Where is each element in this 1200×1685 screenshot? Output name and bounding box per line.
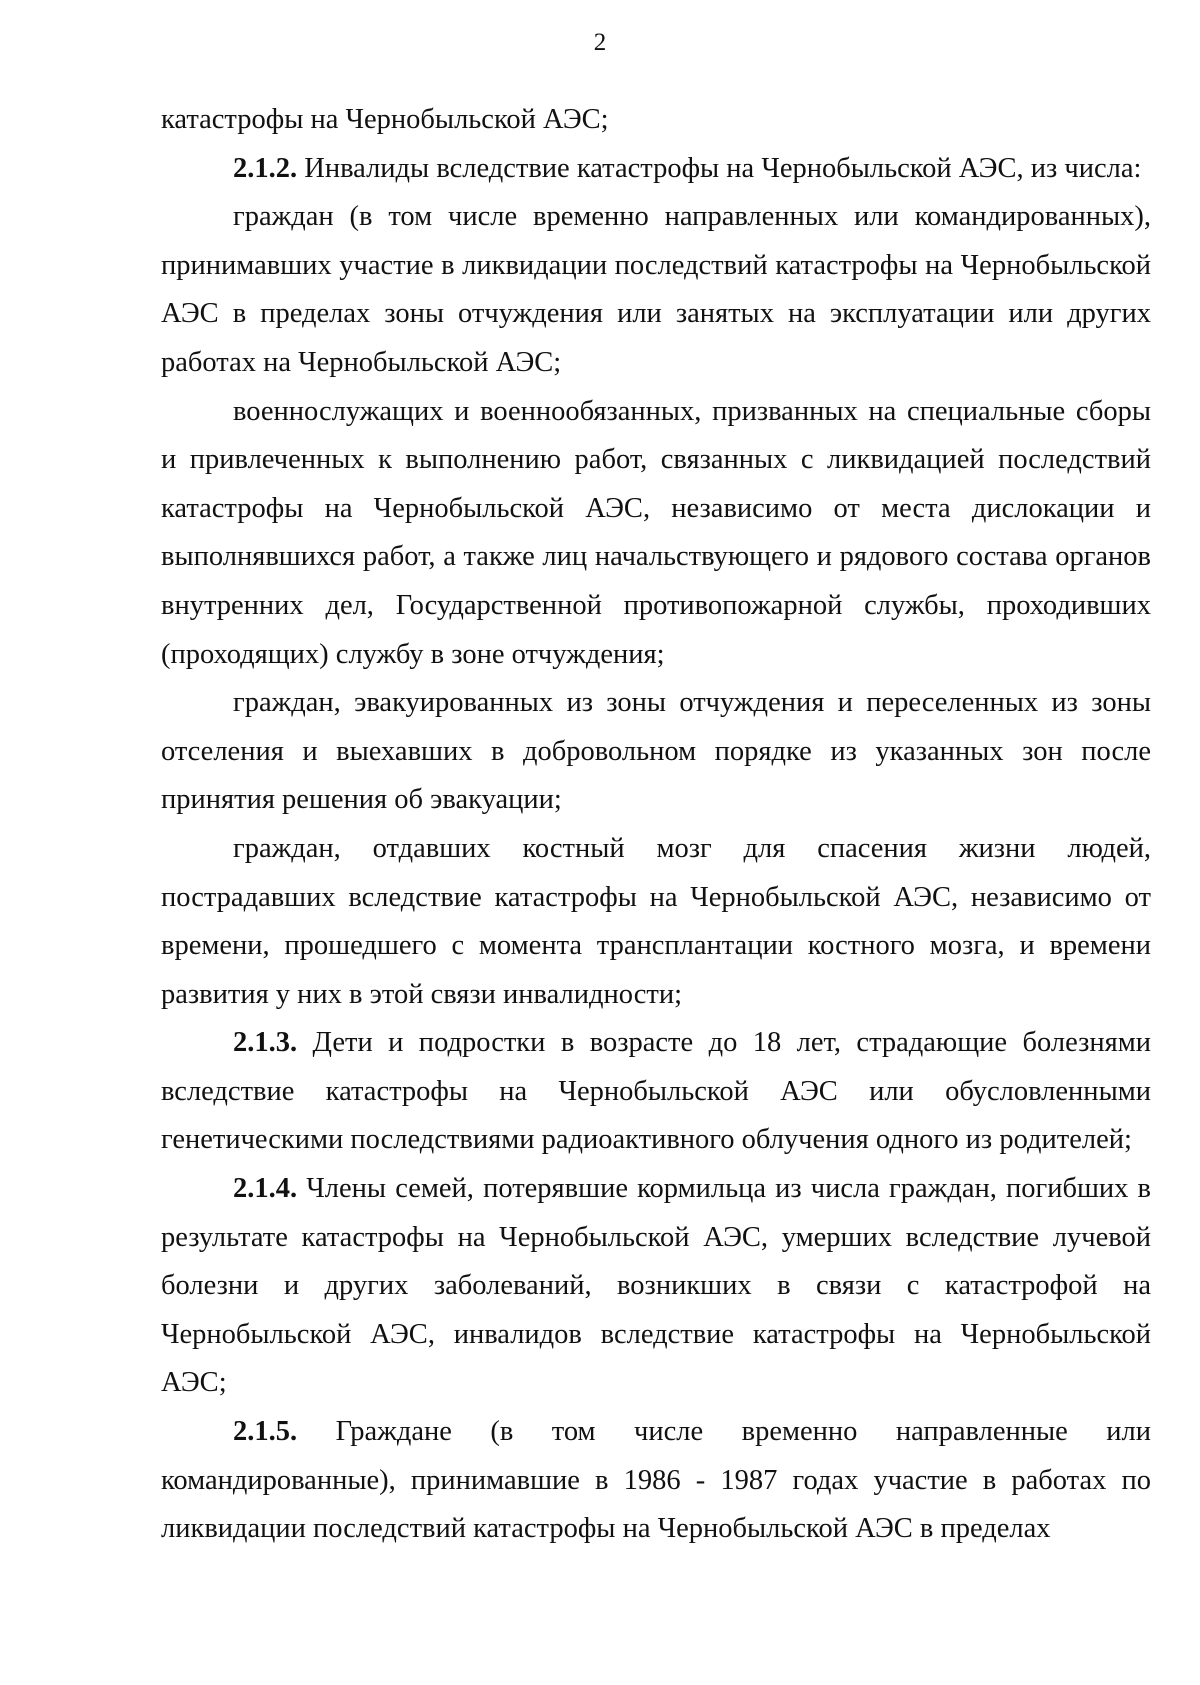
paragraph-text: катастрофы на Чернобыльской АЭС; xyxy=(161,104,609,135)
document-body xyxy=(161,96,1151,1554)
paragraph xyxy=(161,679,1151,825)
paragraph xyxy=(161,1408,1151,1554)
paragraph xyxy=(161,825,1151,1019)
paragraph-text: граждан, отдавших костный мозг для спасения жизни людей, пострадавших вследствие катастрофы на Чернобыльской АЭС, независимо от времени, прошедшего с момента трансплантации костного мозга, и времени развития у них в этой связи инвалидности; xyxy=(161,832,1151,1010)
paragraph xyxy=(161,145,1151,194)
clause-number: 2.1.5. xyxy=(233,1416,298,1448)
clause-number: 2.1.2. xyxy=(233,152,298,184)
paragraph-text: Дети и подростки в возрасте до 18 лет, страдающие болезнями вследствие катастрофы на Чернобыльской АЭС или обусловленными генетическими последствиями радиоактивного облучения одного из родителей; xyxy=(161,1027,1151,1156)
paragraph-text: граждан (в том числе временно направленных или командированных), принимавших участие в ликвидации последствий катастрофы на Чернобыльской АЭС в пределах зоны отчуждения или занятых на эксплуатации или других работах на Чернобыльской АЭС; xyxy=(161,201,1151,378)
paragraph-text: Члены семей, потерявшие кормильца из числа граждан, погибших в результате катастрофы на Чернобыльской АЭС, умерших вследствие лучевой болезни и других заболеваний, возникших в связи с катастрофой на Чернобыльской АЭС, инвалидов вследствие катастрофы на Чернобыльской АЭС; xyxy=(161,1173,1151,1399)
paragraph-text: граждан, эвакуированных из зоны отчуждения и переселенных из зоны отселения и выехавших в добровольном порядке из указанных зон после принятия решения об эвакуации; xyxy=(161,687,1151,816)
paragraph-text: военнослужащих и военнообязанных, призванных на специальные сборы и привлеченных к выполнению работ, связанных с ликвидацией последствий катастрофы на Чернобыльской АЭС, независимо от места дислокации и выполнявшихся работ, а также лиц начальствующего и рядового состава органов внутренних дел, Государственной противопожарной службы, проходивших (проходящих) службу в зоне отчуждения; xyxy=(161,395,1151,670)
paragraph xyxy=(161,1019,1151,1165)
paragraph xyxy=(161,1165,1151,1408)
paragraph-text: Инвалиды вследствие катастрофы на Чернобыльской АЭС, из числа: xyxy=(297,152,1142,184)
paragraph xyxy=(161,96,1151,145)
paragraph xyxy=(161,193,1151,387)
page-number: 2 xyxy=(593,29,607,56)
paragraph-text: Граждане (в том числе временно направленные или командированные), принимавшие в 1986 - 1987 годах участие в работах по ликвидации последствий катастрофы на Чернобыльской АЭС в пределах xyxy=(161,1416,1151,1545)
clause-number: 2.1.4. xyxy=(233,1173,298,1205)
paragraph xyxy=(161,388,1151,680)
clause-number: 2.1.3. xyxy=(233,1027,298,1059)
